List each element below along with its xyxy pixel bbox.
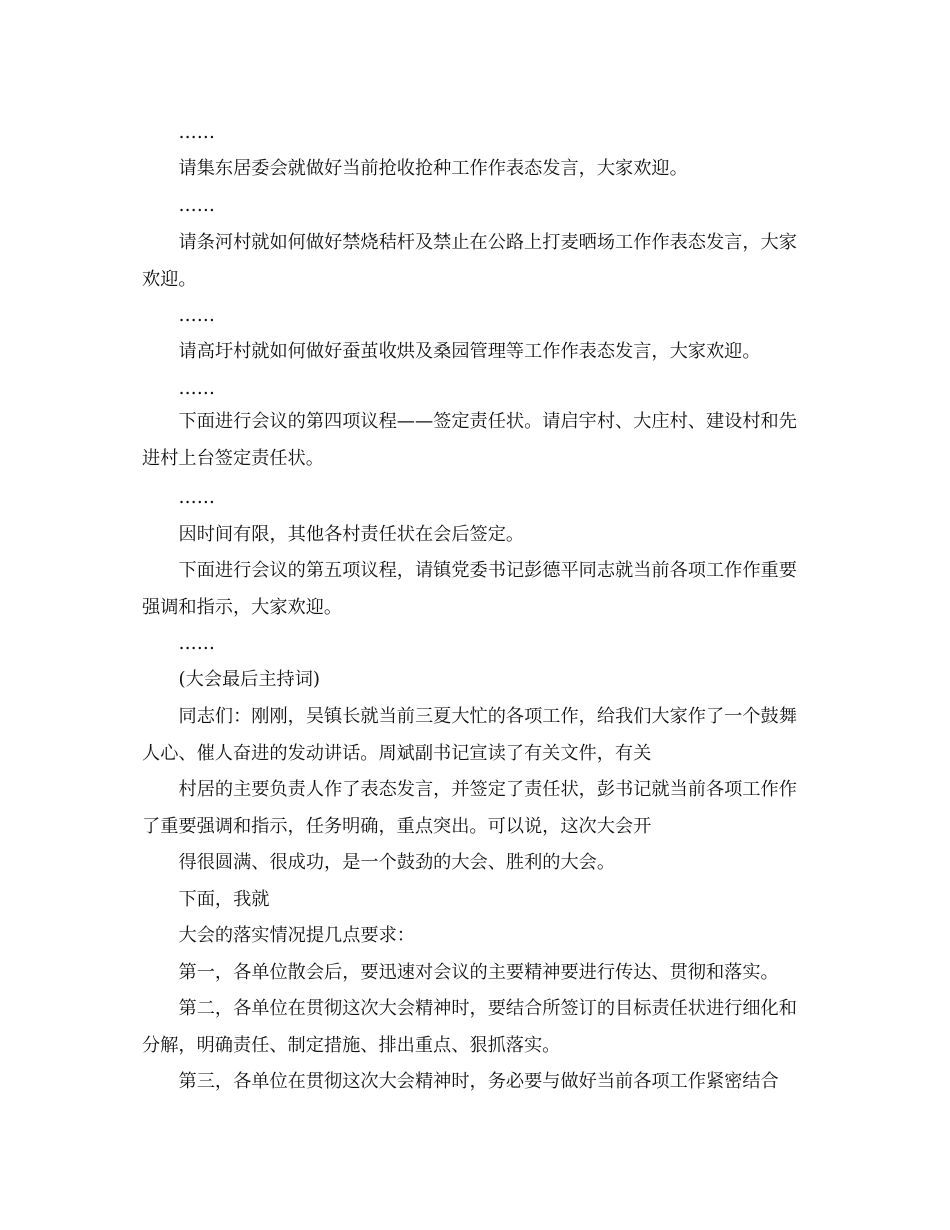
paragraph: (大会最后主持词) — [178, 669, 321, 690]
paragraph: 第二，各单位在贯彻这次大会精神时，要结合所签订的目标责任状进行细化和分解，明确责任、制定措施、排出重点、狠抓落实。 — [142, 998, 797, 1056]
paragraph: 请高圩村就如何做好蚕茧收烘及桑园管理等工作作表态发言，大家欢迎。 — [178, 341, 761, 362]
ellipsis-line: …… — [178, 633, 215, 654]
paragraph: 村居的主要负责人作了表态发言，并签定了责任状，彭书记就当前各项工作作了重要强调和指示，任务明确，重点突出。可以说，这次大会开 — [142, 779, 797, 837]
ellipsis-line: …… — [178, 487, 215, 508]
paragraph: 下面进行会议的第五项议程，请镇党委书记彭德平同志就当前各项工作作重要强调和指示，大家欢迎。 — [142, 560, 797, 618]
paragraph: 得很圆满、很成功，是一个鼓劲的大会、胜利的大会。 — [178, 852, 616, 873]
paragraph: 因时间有限，其他各村责任状在会后签定。 — [178, 524, 525, 545]
ellipsis-line: …… — [178, 122, 215, 143]
paragraph: 下面进行会议的第四项议程——签定责任状。请启宇村、大庄村、建设村和先进村上台签定责任状。 — [142, 411, 797, 469]
paragraph: 第一，各单位散会后，要迅速对会议的主要精神要进行传达、贯彻和落实。 — [178, 962, 779, 983]
paragraph: 第三，各单位在贯彻这次大会精神时，务必要与做好当前各项工作紧密结合 — [178, 1071, 779, 1092]
paragraph: 大会的落实情况提几点要求： — [178, 925, 415, 946]
ellipsis-line: …… — [178, 195, 215, 216]
paragraph: 请集东居委会就做好当前抢收抢种工作作表态发言，大家欢迎。 — [178, 158, 688, 179]
paragraph: 同志们：刚刚，吴镇长就当前三夏大忙的各项工作，给我们大家作了一个鼓舞人心、催人奋进的发动讲话。周斌副书记宣读了有关文件，有关 — [142, 706, 797, 764]
paragraph: 下面，我就 — [178, 889, 270, 910]
ellipsis-line: …… — [178, 305, 215, 326]
ellipsis-line: …… — [178, 378, 215, 399]
paragraph: 请条河村就如何做好禁烧秸杆及禁止在公路上打麦晒场工作作表态发言，大家欢迎。 — [142, 232, 797, 290]
